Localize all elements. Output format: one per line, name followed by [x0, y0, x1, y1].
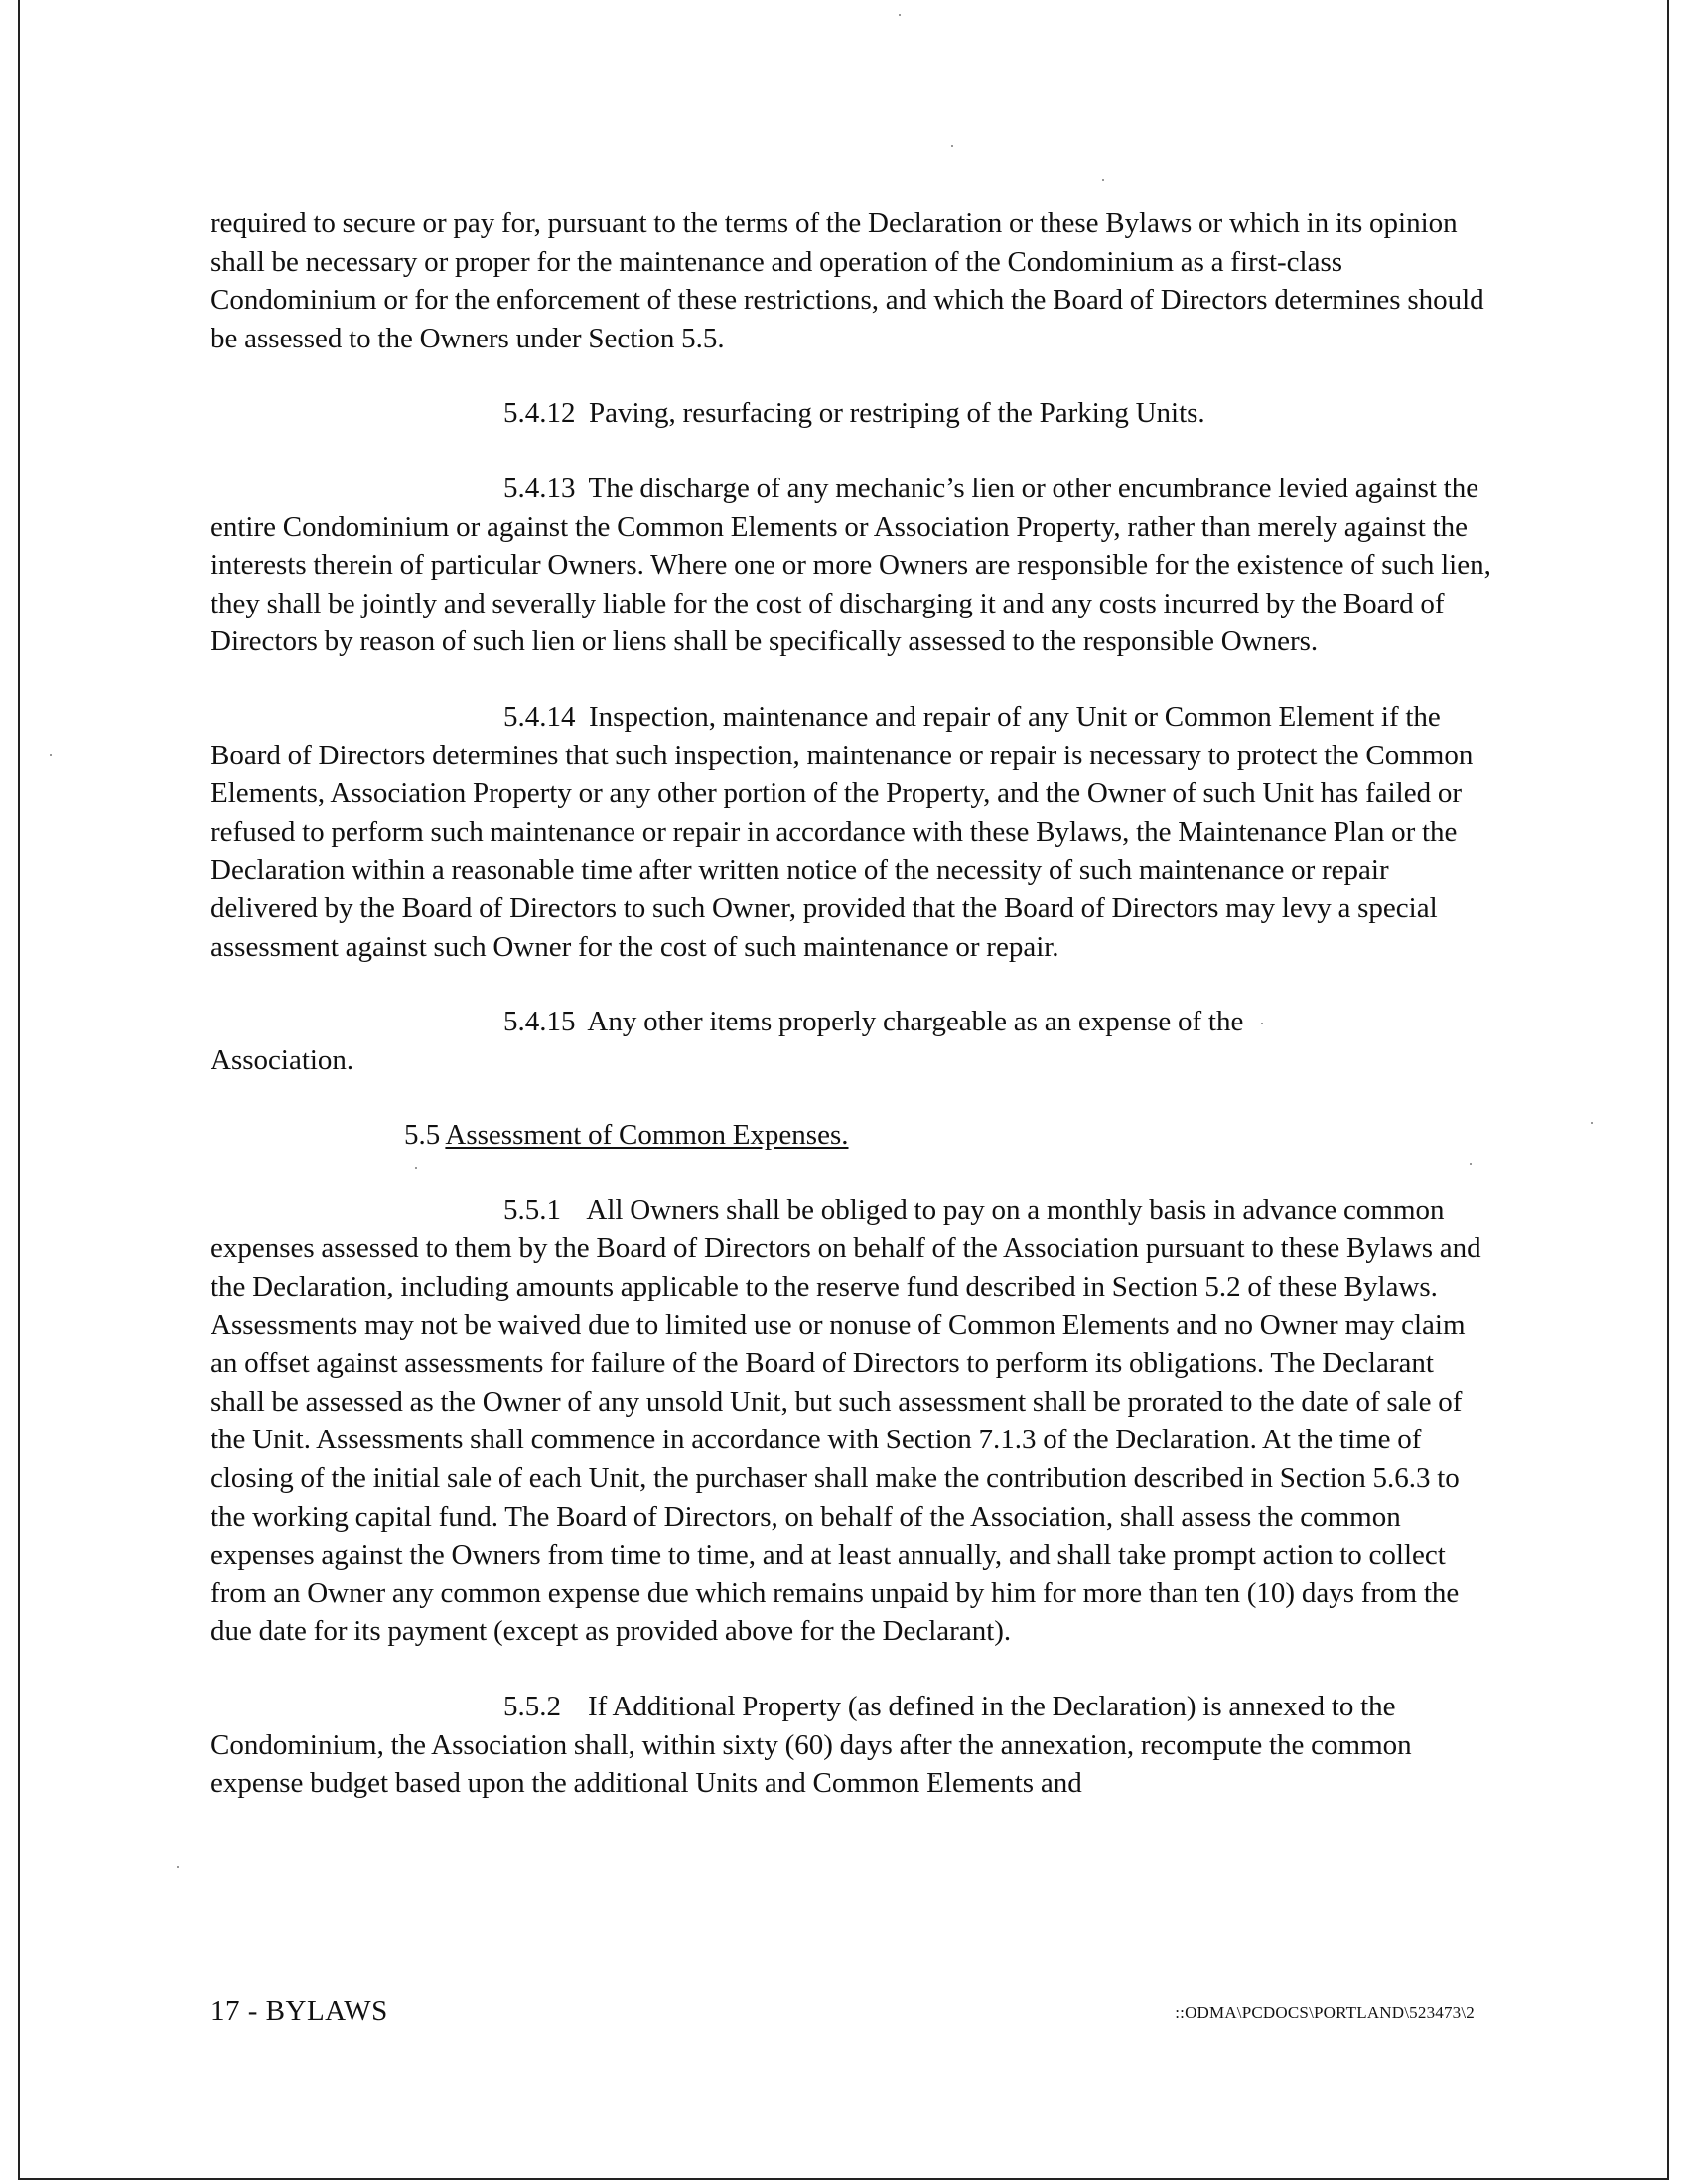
section-title: Assessment of Common Expenses.	[445, 1119, 849, 1152]
scan-speck	[1591, 1122, 1593, 1124]
paragraph-5-4-12	[211, 394, 1491, 433]
paragraph-number: 5.4.12	[503, 397, 576, 430]
section-number: 5.5	[404, 1119, 441, 1152]
scan-speck	[1102, 179, 1104, 181]
paragraph-5-4-14	[211, 698, 1491, 966]
paragraph-5-4-15	[211, 1003, 1491, 1041]
paragraph-5-5-1	[211, 1191, 1491, 1651]
paragraph-5-4-15-continuation	[211, 1041, 1491, 1080]
paragraph-number: 5.5.1	[503, 1193, 561, 1226]
paragraph-number: 5.4.13	[503, 472, 576, 504]
paragraph-5-5-2	[211, 1688, 1491, 1803]
paragraph-text: Inspection, maintenance and repair of any Unit or Common Element if the Board of Directors determines that such inspection, maintenance or repair is necessary to protect the Common Elements, Association Property or any other portion of the Property, and the Owner of such Unit has failed or refused to perform such maintenance or repair in accordance with these Bylaws, the Maintenance Plan or the Declaration within a reasonable time after written notice of the necessity of such maintenance or repair delivered by the Board of Directors to such Owner, provided that the Board of Directors may levy a special assessment against such Owner for the cost of such maintenance or repair.	[211, 700, 1474, 963]
scan-speck	[50, 754, 52, 756]
paragraph-text: Any other items properly chargeable as an expense of the	[587, 1006, 1244, 1038]
paragraph-text: Paving, resurfacing or restriping of the Parking Units.	[589, 397, 1205, 430]
footer-page-label: 17 - BYLAWS	[211, 1995, 388, 2027]
paragraph-text: Association.	[211, 1043, 354, 1076]
scan-speck	[899, 14, 901, 16]
scan-speck	[951, 145, 953, 147]
section-heading-5-5	[211, 1116, 1491, 1155]
document-body	[211, 205, 1491, 1840]
paragraph-text: All Owners shall be obliged to pay on a monthly basis in advance common expenses assessed to them by the Board of Directors on behalf of the Association pursuant to these Bylaws and the Declaration, including amounts applicable to the reserve fund described in Section 5.2 of these Bylaws. Assessments may not be waived due to limited use or nonuse of Common Elements and no Owner may claim an offset against assessments for failure of the Board of Directors to perform its obligations. The Declarant shall be assessed as the Owner of any unsold Unit, but such assessment shall be prorated to the date of sale of the Unit. Assessments shall commence in accordance with Section 7.1.3 of the Declaration. At the time of closing of the initial sale of each Unit, the purchaser shall make the contribution described in Section 5.6.3 to the working capital fund. The Board of Directors, on behalf of the Association, shall assess the common expenses against the Owners from time to time, and at least annually, and shall take prompt action to collect from an Owner any common expense due which remains unpaid by him for more than ten (10) days from the due date for its payment (except as provided above for the Declarant).	[211, 1193, 1481, 1648]
paragraph-number: 5.4.14	[503, 700, 576, 733]
paragraph-5-4-13	[211, 470, 1491, 661]
paragraph-text: required to secure or pay for, pursuant to the terms of the Declaration or these Bylaws or which in its opinion shall be necessary or proper for the maintenance and operation of the Condominium as a first-class Condominium or for the enforcement of these restrictions, and which the Board of Directors determines should be assessed to the Owners under Section 5.5.	[211, 207, 1484, 354]
paragraph-number: 5.4.15	[503, 1006, 576, 1038]
paragraph-text: If Additional Property (as defined in the Declaration) is annexed to the Condominium, the Association shall, within sixty (60) days after the annexation, recompute the common expense budget based upon the additional Units and Common Elements and	[211, 1691, 1412, 1800]
paragraph-text: The discharge of any mechanic’s lien or other encumbrance levied against the entire Condominium or against the Common Elements or Association Property, rather than merely against the interests therein of particular Owners. Where one or more Owners are responsible for the existence of such lien, they shall be jointly and severally liable for the cost of discharging it and any costs incurred by the Board of Directors by reason of such lien or liens shall be specifically assessed to the responsible Owners.	[211, 472, 1491, 658]
paragraph-number: 5.5.2	[503, 1691, 561, 1722]
footer-doc-path: ::ODMA\PCDOCS\PORTLAND\523473\2	[1175, 2003, 1475, 2022]
paragraph-continuation	[211, 205, 1491, 357]
scan-speck	[177, 1866, 179, 1868]
